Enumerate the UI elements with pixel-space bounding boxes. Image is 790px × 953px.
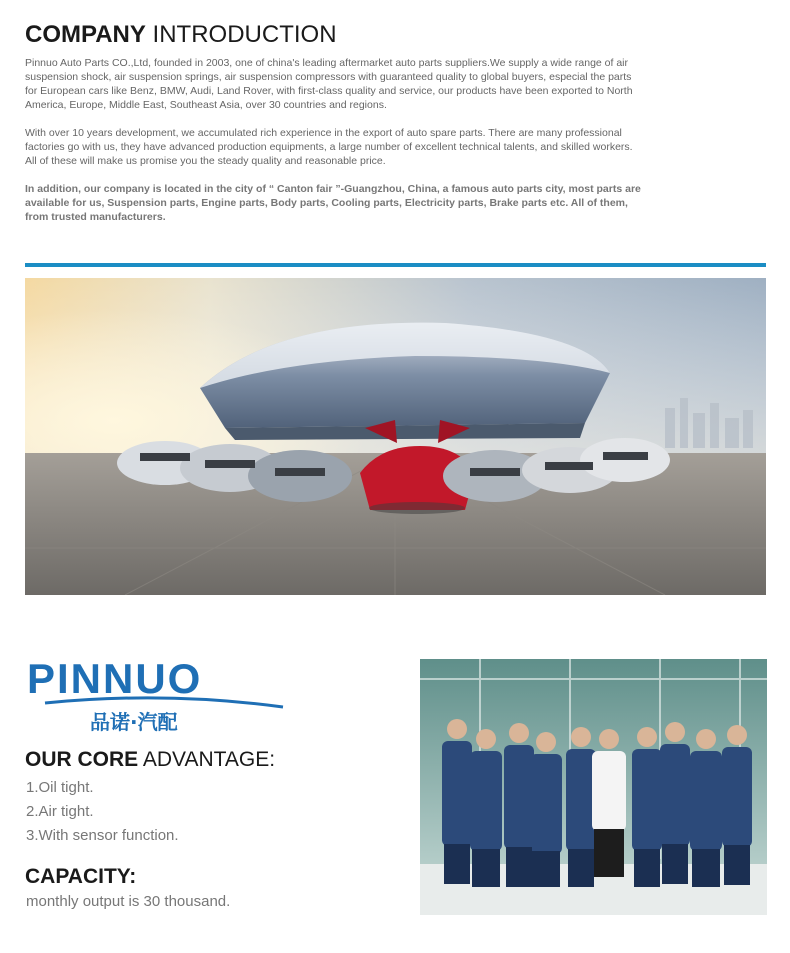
core-advantage-heading — [25, 747, 275, 773]
logo-brand-text: PINNUO — [27, 655, 203, 702]
advantage-title-light: ADVANTAGE: — [138, 748, 276, 771]
company-introduction-title — [25, 20, 337, 50]
team-photo — [420, 659, 767, 915]
banner-illustration — [25, 278, 766, 595]
logo-graphic — [25, 655, 290, 735]
capacity-text: monthly output is 30 thousand. — [26, 893, 231, 910]
team-illustration — [420, 659, 767, 915]
advantage-item: 1.Oil tight. — [26, 779, 94, 796]
stadium-cars-banner — [25, 278, 766, 595]
logo-chinese-text: 品诺·汽配 — [90, 710, 178, 734]
intro-paragraph-1: Pinnuo Auto Parts CO.,Ltd, founded in 2003, one of china's leading aftermarket auto parts suppliers.We supply a wide range of air suspension shock, air suspension springs, air suspension compressors with guaranteed quality to global buyers, especial the parts for European cars like Benz, BMW, Audi, Land Rover, with first-class quality and service, our products have been exported to North America, Europe, Middle East, Southeast Asia, over 30 countries and regions. — [25, 57, 633, 111]
divider-rule — [25, 263, 766, 267]
advantage-title-bold: OUR CORE — [25, 748, 139, 771]
intro-paragraph-3: In addition, our company is located in the city of “ Canton fair ”-Guangzhou, China, a famous auto parts city, most parts are available for us, Suspension parts, Engine parts, Body parts, Cooling parts, Electricity parts, Brake parts etc. All of them, from trusted manufacturers. — [25, 183, 641, 223]
intro-paragraph-2: With over 10 years development, we accumulated rich experience in the export of auto spare parts. There are many professional factories go with us, they have advanced production equipments, a large number of excellent technical talents, and skilled workers. All of these will make us promise you the steady quality and reasonable price. — [25, 127, 633, 167]
pinnuo-logo — [25, 655, 290, 735]
title-bold: COMPANY — [25, 21, 146, 48]
advantage-item: 2.Air tight. — [26, 803, 94, 820]
title-light: INTRODUCTION — [145, 21, 337, 48]
capacity-heading: CAPACITY: — [25, 865, 137, 888]
advantage-item: 3.With sensor function. — [26, 827, 179, 844]
